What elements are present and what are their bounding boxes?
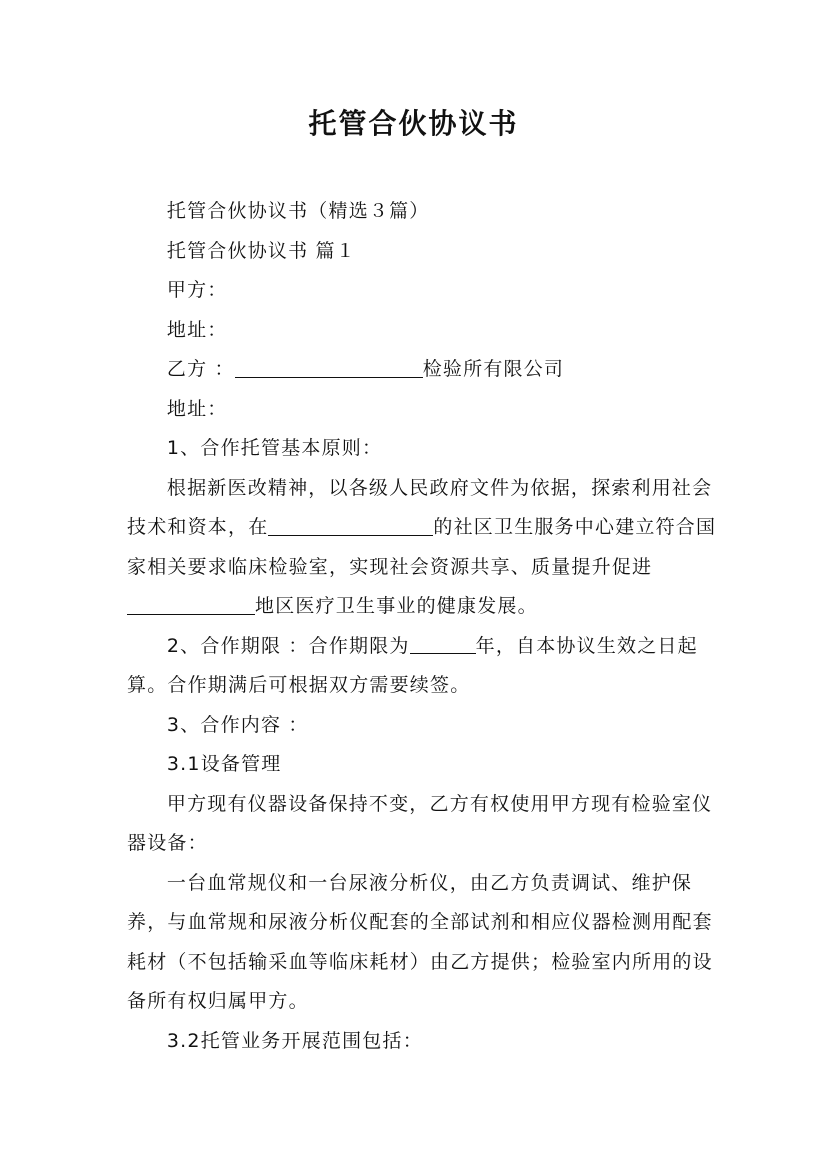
section-3-1-paragraph-1: 甲方现有仪器设备保持不变，乙方有权使用甲方现有检验室仪器设备： [127, 792, 713, 854]
section-1-text-a: 根据新医改精神，以各级人民政府文件为依据，探索利用社会技术和资本，在 [127, 476, 713, 538]
section-1-paragraph [127, 469, 717, 627]
section-heading: 托管合伙协议书 篇１ [166, 239, 356, 262]
section-3-1-title: 3.1设备管理 [166, 753, 282, 775]
party-b-blank [235, 357, 423, 378]
section-3-2-title: 3.2托管业务开展范围包括： [166, 1029, 423, 1052]
section-2-blank [410, 633, 476, 654]
section-3-1-paragraph-2: 一台血常规仪和一台尿液分析仪，由乙方负责调试、维护保养，与血常规和尿液分析仪配套的全部试剂和相应仪器检测用配套耗材（不包括输采血等临床耗材）由乙方提供；检验室内所用的设备所有权归属甲方。 [127, 871, 713, 1012]
party-b-suffix: 检验所有限公司 [422, 358, 565, 380]
party-b-line [127, 350, 717, 390]
section-2-paragraph [127, 627, 717, 706]
document-title: 托管合伙协议书 [308, 107, 519, 140]
section-1-text-b: 的社区卫生服务中心建立符合国家相关要求临床检验室，实现社会资源共享、质量提升促进 [127, 516, 717, 578]
document-body [127, 192, 717, 1061]
address-a-label: 地址： [166, 318, 228, 341]
section-2-text-a: 2、合作期限 ：合作期限为 [166, 634, 410, 657]
section-1-title: 1、合作托管基本原则： [166, 437, 383, 459]
party-a-label: 甲方： [166, 279, 228, 301]
section-1-blank-1 [268, 515, 433, 536]
party-b-prefix: 乙方 ： [166, 358, 235, 380]
section-2-text-b: 年，自本协议生效之日起算。合作期满后可根据双方需要续签。 [127, 634, 698, 696]
section-1-text-c: 地区医疗卫生事业的健康发展。 [255, 595, 538, 617]
section-1-blank-2 [127, 594, 255, 615]
address-b-label: 地址： [166, 397, 228, 420]
subtitle: 托管合伙协议书（精选３篇） [166, 200, 430, 222]
section-3-title: 3、合作内容 ： [166, 713, 309, 736]
